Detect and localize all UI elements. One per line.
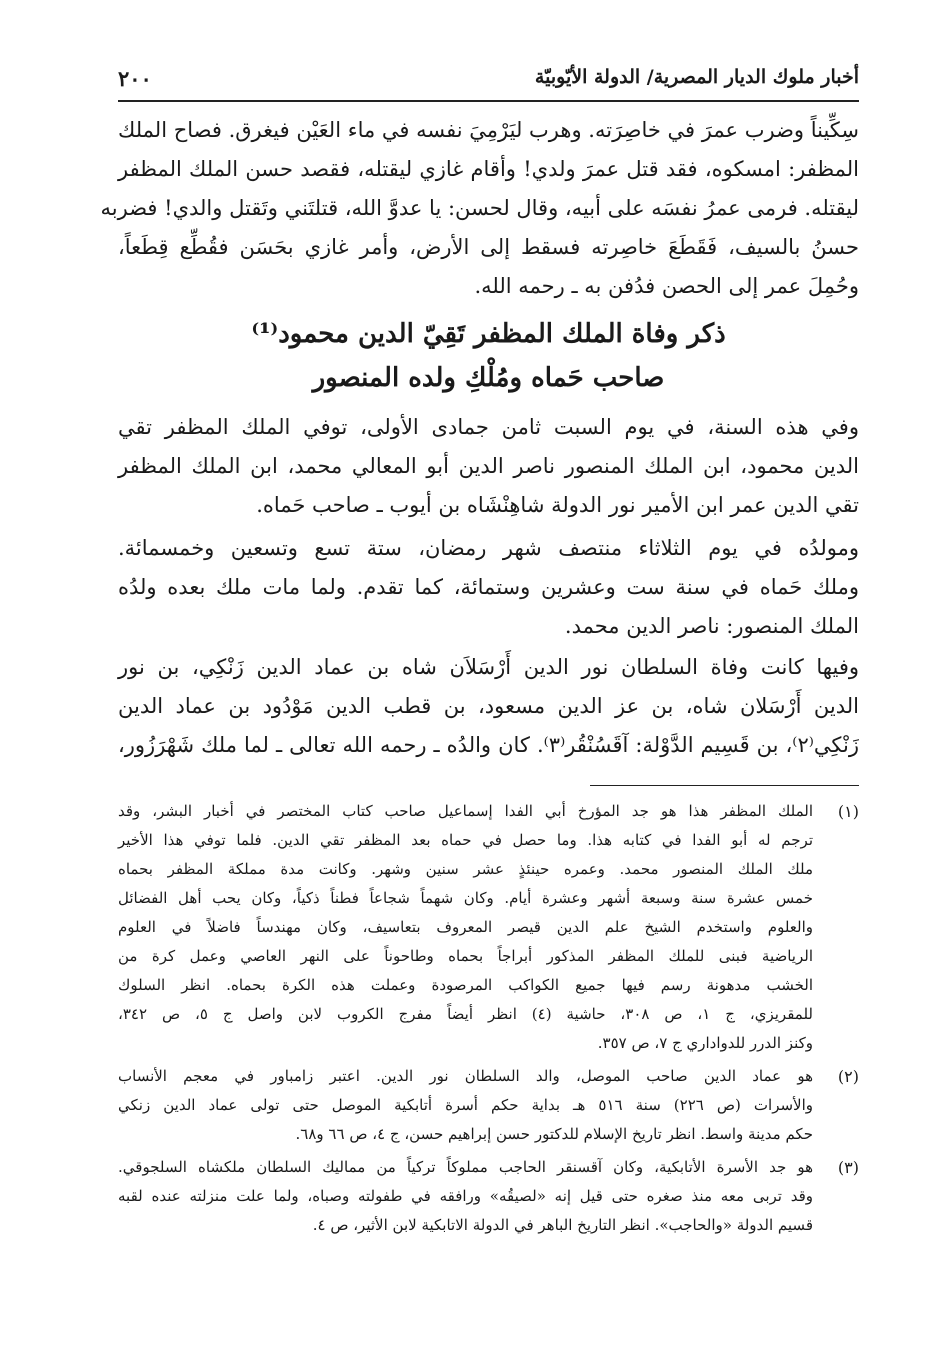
footnote-divider xyxy=(590,785,859,786)
text-line: ليقتله. فرمى عمرُ نفسَه على أبيه، وقال لحسن: يا عدوَّ الله، قتلتَني وتَقتل والدي! فضربه xyxy=(100,196,859,220)
footnote-line: ملك الملك المنصور محمد. وعمره حينئذٍ عشر سنين وشهر. وكانت مدة مملكة المظفر بحماه xyxy=(118,860,813,878)
text-line: تقي الدين عمر ابن الأمير نور الدولة شاهِنْشَاه بن أيوب ـ صاحب حَماه. xyxy=(256,493,859,517)
footnote-1 xyxy=(118,797,859,1058)
footnote-number: (١) xyxy=(837,802,859,821)
footnote-line: خمس عشرة سنة وسبعة أشهر وعشرة أيام. وكان شهماً شجاعاً فطناً ذكياً، وكان يحب أهل الفضائل xyxy=(118,889,813,907)
footnote-line: الرياضية فبنى للملك المظفر المذكور أبراجاً بحماه وطاحوناً على النهر العاصي وعمل كرة من xyxy=(118,947,813,965)
footnote-2 xyxy=(118,1062,859,1149)
paragraph-1 xyxy=(100,111,859,306)
footnote-line: حكم مدينة واسط. انظر تاريخ الإسلام للدكتور حسن إبراهيم حسن، ج ٤، ص ٦٦ و٦٨. xyxy=(295,1125,813,1143)
section-heading-line-1: ذكر وفاة الملك المظفر تَقِيّ الدين محمود⁽¹⁾ xyxy=(251,319,726,349)
paragraph-3 xyxy=(118,529,859,646)
footnote-line: والعلوم واستخدم الشيخ علم الدين قيصر المعروف بتعاسيف، وكان مهندساً فاضلاً في العلوم xyxy=(118,918,813,936)
text-line: وفيها كانت وفاة السلطان نور الدين أَرْسَلاَن شاه بن عماد الدين زَنْكِي، بن نور xyxy=(118,655,859,679)
footnote-line: الخشب مدهونة رسم فيها جميع الكواكب المرصودة وعملت هذه الكرة بحماه. انظر السلوك xyxy=(118,976,813,994)
paragraph-4 xyxy=(118,648,859,765)
text-line: وحُمِلَ عمر إلى الحصن فدُفن به ـ رحمه الله. xyxy=(474,274,859,298)
page-header xyxy=(118,66,859,96)
running-title: أخبار ملوك الديار المصرية/ الدولة الأيّوبيّة xyxy=(534,66,859,88)
footnote-line: الملك المظفر هذا هو جد المؤرخ أبي الفدا إسماعيل صاحب كتاب المختصر في أخبار البشر، وقد xyxy=(118,802,813,820)
header-divider xyxy=(118,100,859,102)
footnote-line: هو جد الأسرة الأتابكية، وكان آقسنقر الحاجب مملوكاً تركياً من مماليك السلطان ملكشاه السلجوقي. xyxy=(118,1158,813,1176)
footnote-line: وقد تربى معه منذ صغره حتى قيل إنه «لصيقُه» ورافقه في طفولته وصباه، ولما علت منزلته عنده لقبه xyxy=(118,1187,813,1205)
section-heading xyxy=(118,312,859,400)
text-line: وملك حَماه في سنة ست وعشرين وستمائة، كما تقدم. ولما مات ملك بعده ولدُه xyxy=(118,575,859,599)
text-line: الملك المنصور: ناصر الدين محمد. xyxy=(564,614,859,638)
footnote-line: ترجم له أبو الفدا في كتابه هذا. وما حصل في حماه بعد المظفر تقي الدين. فلما توفي هذا الأخير xyxy=(118,831,813,849)
section-heading-line-2: صاحب حَماه ومُلْكِ ولده المنصور xyxy=(312,363,665,393)
footnote-3 xyxy=(118,1153,859,1240)
text-line: ومولدُه في يوم الثلاثاء منتصف شهر رمضان، ستة تسع وتسعين وخمسمائة. xyxy=(118,536,859,560)
text-line: المظفر: امسكوه، فقد قتل عمرَ ولدي! وأقام غازي ليقتله، فقصد حسن الملك المظفر xyxy=(118,157,859,181)
footnote-line: وكنز الدرر للدواداري ج ٧، ص ٣٥٧. xyxy=(597,1034,813,1052)
text-line: الدين محمود، ابن الملك المنصور ناصر الدين أبو المعالي محمد، ابن الملك المظفر xyxy=(118,454,859,478)
text-line: الدين أَرْسَلان شاه، بن عز الدين مسعود، بن قطب الدين مَوْدُود بن عماد الدين xyxy=(118,694,859,718)
paragraph-2 xyxy=(118,408,859,525)
page-number: ٢٠٠ xyxy=(118,66,152,91)
footnotes xyxy=(118,797,859,1244)
footnote-number: (٣) xyxy=(837,1158,859,1177)
text-line: زَنْكِي⁽٢⁾، بن قَسِيم الدَّوْلة: آقَسُنْقُر⁽٣⁾. كان والدُه ـ رحمه الله تعالى ـ لما ملك شَهْرَزُور، xyxy=(118,733,859,757)
footnote-line: هو عماد الدين صاحب الموصل، والد السلطان نور الدين. اعتبر زامباور في معجم الأنساب xyxy=(118,1067,813,1085)
footnote-number: (٢) xyxy=(837,1067,859,1086)
text-line: سِكِّيناً وضرب عمرَ في خاصِرَته. وهرب ليَرْمِيَ نفسه في ماء العَيْن فيغرق. فصاح الملك xyxy=(118,118,859,142)
footnote-line: للمقريزي، ج ١، ص ٣٠٨، حاشية (٤) انظر أيضاً مفرج الكروب لابن واصل ج ٥، ص ٣٤٢، xyxy=(118,1005,813,1023)
footnote-line: والأسرات (ص ٢٢٦) سنة ٥١٦ هـ بداية حكم أسرة أتابكية الموصل حتى تولى عماد الدين زنكي xyxy=(118,1096,814,1114)
text-line: وفي هذه السنة، في يوم السبت ثامن جمادى الأولى، توفي الملك المظفر تقي xyxy=(118,415,859,439)
text-line: حسنُ بالسيف، فَقَطَعَ خاصِرته فسقط إلى الأرض، وأمر غازي بحَسَن فقُطِّع قِطَعاً، xyxy=(118,235,859,259)
footnote-line: قسيم الدولة «والحاجب». انظر التاريخ الباهر في الدولة الاتابكية لابن الأثير، ص ٤. xyxy=(312,1216,813,1234)
